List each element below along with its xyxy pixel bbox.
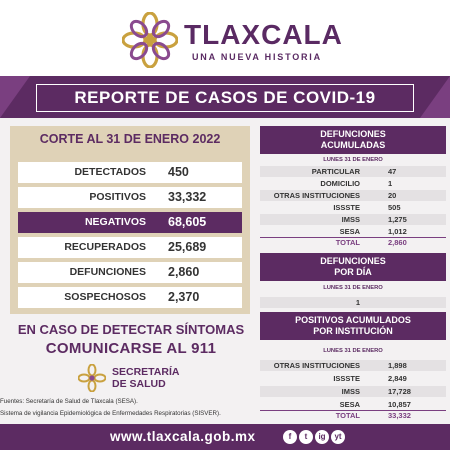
row-value: 47 xyxy=(388,167,397,176)
row-value: 1,012 xyxy=(388,227,407,236)
row-value: 1,275 xyxy=(388,215,407,224)
section-title: POR DÍA xyxy=(334,267,372,277)
table-row xyxy=(260,297,446,308)
stat-row-recuperados xyxy=(18,237,242,258)
flower-logo-icon xyxy=(122,12,178,68)
row-label: OTRAS INSTITUCIONES xyxy=(273,361,360,370)
stat-row-negativos xyxy=(18,212,242,233)
corner-decoration xyxy=(0,76,30,118)
twitter-icon[interactable]: t xyxy=(299,430,313,444)
row-label: SESA xyxy=(339,227,360,236)
header xyxy=(0,0,450,76)
table-row xyxy=(260,373,446,384)
symptom-alert: EN CASO DE DETECTAR SÍNTOMAS xyxy=(17,322,245,337)
row-label: OTRAS INSTITUCIONES xyxy=(273,191,360,200)
source-note: Fuentes: Secretaría de Salud de Tlaxcala (SESA). xyxy=(0,398,138,405)
table-row xyxy=(260,214,446,225)
table-row xyxy=(260,399,446,410)
row-label: ISSSTE xyxy=(333,374,360,383)
table-row xyxy=(260,386,446,397)
deaths-accumulated-header xyxy=(260,126,446,154)
stat-value: 25,689 xyxy=(168,240,207,254)
total-label: TOTAL xyxy=(335,238,360,247)
stat-value: 68,605 xyxy=(168,215,207,229)
total-value: 33,332 xyxy=(388,411,411,420)
report-title-band xyxy=(0,76,450,118)
stat-row-defunciones xyxy=(18,262,242,283)
cutoff-date: CORTE AL 31 DE ENERO 2022 xyxy=(39,132,221,146)
report-title-box xyxy=(36,84,414,112)
row-value: 17,728 xyxy=(388,387,411,396)
table-row xyxy=(260,226,446,237)
corner-decoration xyxy=(420,76,450,118)
stat-value: 450 xyxy=(168,165,189,179)
stat-value: 2,370 xyxy=(168,290,200,304)
row-label: ISSSTE xyxy=(333,203,360,212)
footer xyxy=(0,424,450,450)
table-row xyxy=(260,178,446,189)
stat-label: NEGATIVOS xyxy=(84,216,146,228)
website-link[interactable]: www.tlaxcala.gob.mx xyxy=(110,429,256,444)
detail-panel xyxy=(260,122,450,422)
row-value: 1,898 xyxy=(388,361,407,370)
section-date: LUNES 31 DE ENERO xyxy=(323,157,383,163)
table-row xyxy=(260,190,446,201)
facebook-icon[interactable]: f xyxy=(283,430,297,444)
stat-row-positivos xyxy=(18,187,242,208)
row-label: PARTICULAR xyxy=(311,167,360,176)
emergency-number: COMUNICARSE AL 911 xyxy=(45,340,217,357)
positives-header xyxy=(260,312,446,340)
deaths-daily-header xyxy=(260,253,446,281)
brand-subtitle: UNA NUEVA HISTORIA xyxy=(192,52,322,62)
row-label: IMSS xyxy=(341,387,360,396)
total-row xyxy=(260,410,446,421)
row-label: SESA xyxy=(339,400,360,409)
row-value: 505 xyxy=(388,203,401,212)
section-date: LUNES 31 DE ENERO xyxy=(323,285,383,291)
section-title: ACUMULADAS xyxy=(320,140,386,150)
youtube-icon[interactable]: yt xyxy=(331,430,345,444)
table-row xyxy=(260,360,446,371)
source-note: Sistema de vigilancia Epidemiológica de Enfermedades Respiratorias (SISVER). xyxy=(0,410,221,417)
total-row xyxy=(260,237,446,248)
sesa-logo-icon xyxy=(78,364,106,392)
stat-row-sospechosos xyxy=(18,287,242,308)
sesa-logo-text: DE SALUD xyxy=(112,378,166,390)
row-label: DOMICILIO xyxy=(320,179,360,188)
row-value: 1 xyxy=(355,298,361,307)
table-row xyxy=(260,166,446,177)
stat-label: DEFUNCIONES xyxy=(69,266,146,278)
section-title: POR INSTITUCIÓN xyxy=(313,326,393,336)
row-value: 1 xyxy=(388,179,393,188)
section-title: DEFUNCIONES xyxy=(320,256,386,266)
report-title: REPORTE DE CASOS DE COVID-19 xyxy=(74,88,376,107)
stat-row-detectados xyxy=(18,162,242,183)
stat-label: DETECTADOS xyxy=(74,166,146,178)
stat-label: RECUPERADOS xyxy=(64,241,146,253)
row-value: 2,849 xyxy=(388,374,407,383)
row-value: 10,857 xyxy=(388,400,411,409)
instagram-icon[interactable]: ig xyxy=(315,430,329,444)
row-value: 20 xyxy=(388,191,397,200)
brand-title: TLAXCALA xyxy=(184,19,343,50)
section-date: LUNES 31 DE ENERO xyxy=(323,348,383,354)
total-value: 2,860 xyxy=(388,238,407,247)
stat-value: 2,860 xyxy=(168,265,200,279)
section-title: DEFUNCIONES xyxy=(320,129,386,139)
sesa-logo-text: SECRETARÍA xyxy=(112,366,180,378)
total-label: TOTAL xyxy=(335,411,360,420)
row-label: IMSS xyxy=(341,215,360,224)
section-title: POSITIVOS ACUMULADOS xyxy=(295,315,411,325)
stat-value: 33,332 xyxy=(168,190,207,204)
stat-label: POSITIVOS xyxy=(89,191,146,203)
stat-label: SOSPECHOSOS xyxy=(64,291,146,303)
table-row xyxy=(260,202,446,213)
summary-panel xyxy=(10,126,250,314)
